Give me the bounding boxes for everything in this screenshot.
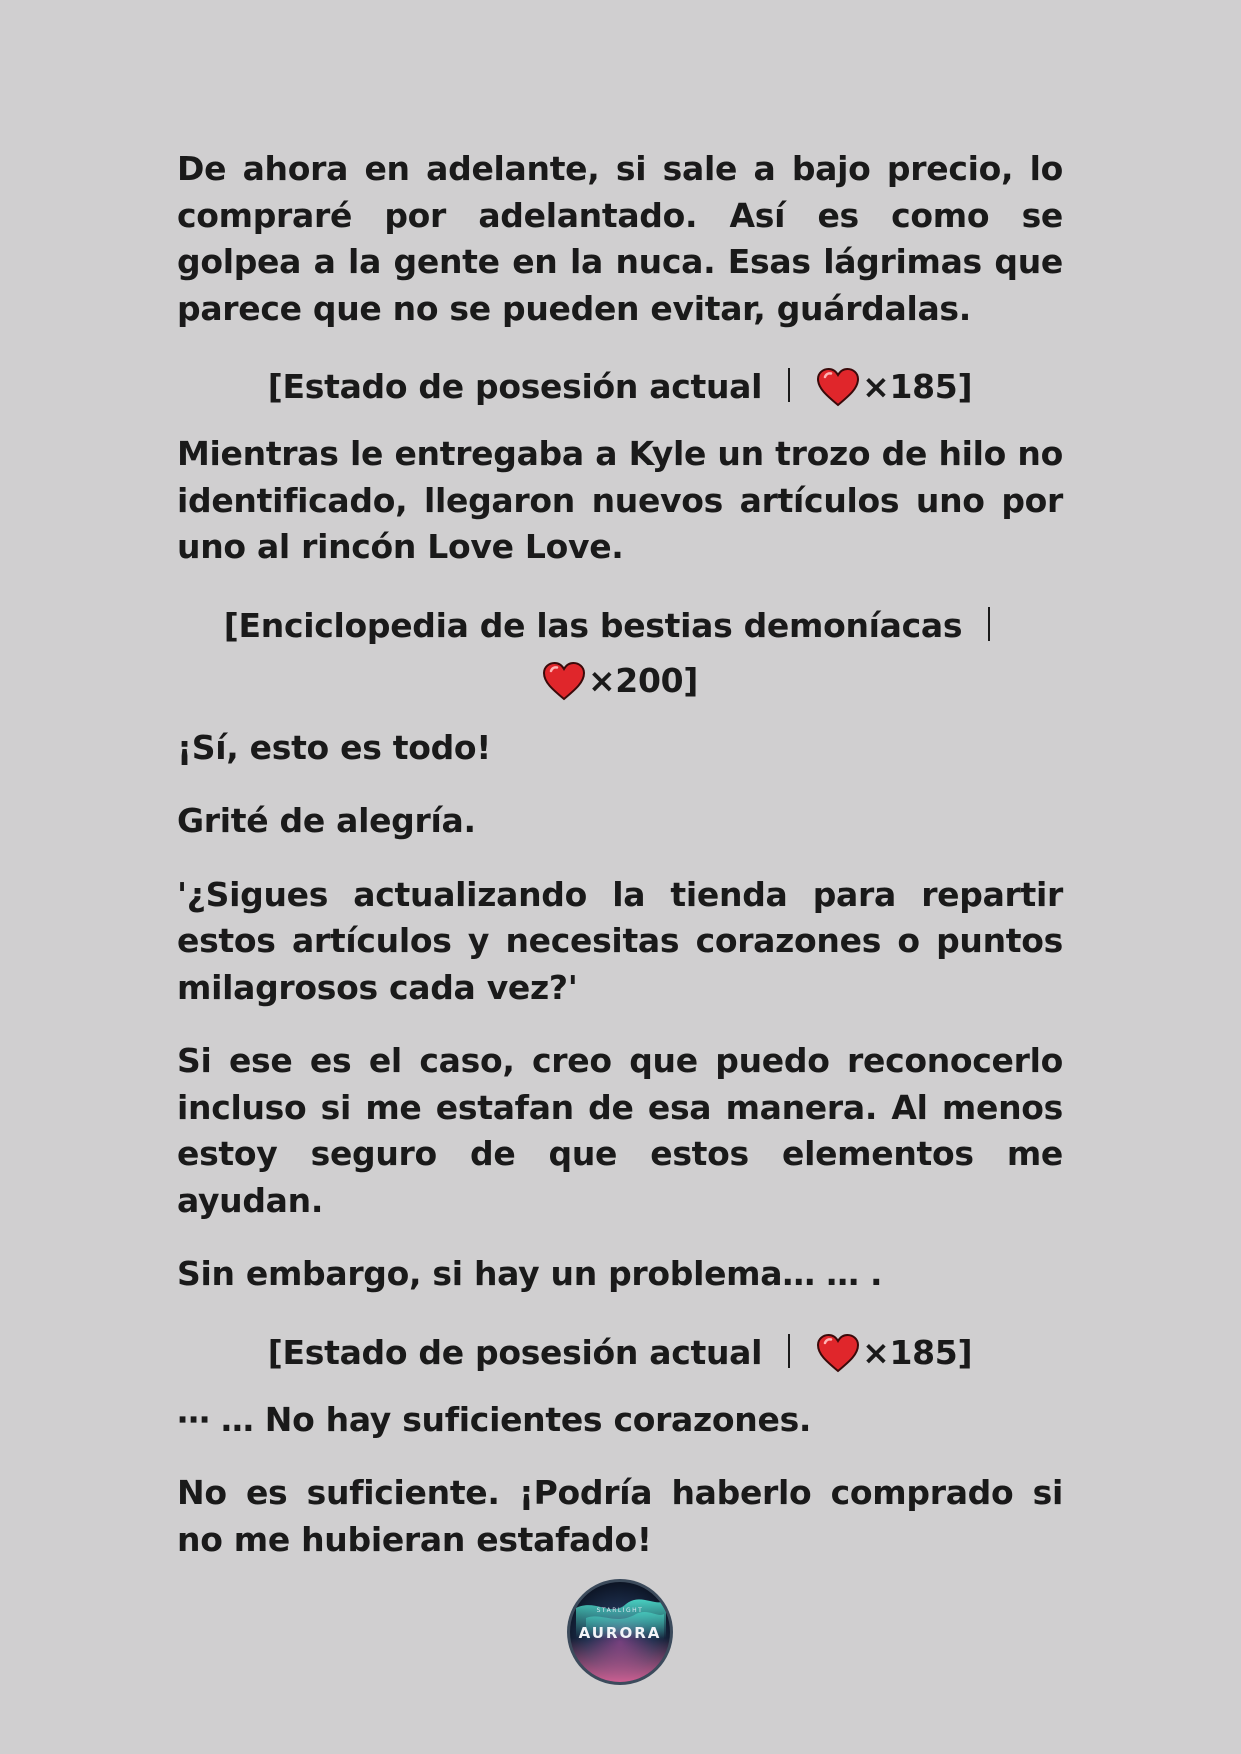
- separator: [788, 368, 790, 402]
- status-value: ×185]: [862, 1332, 973, 1372]
- status-label: [Estado de posesión actual: [267, 1332, 763, 1372]
- heart-icon: [816, 1333, 860, 1373]
- paragraph-2: Mientras le entregaba a Kyle un trozo de hilo no identificado, llegaron nuevos artículos uno por uno al rincón Love Love.: [177, 434, 1063, 566]
- status-label: [Estado de posesión actual: [267, 367, 763, 406]
- paragraph-8: ⋯ … No hay suficientes corazones.: [177, 1399, 812, 1439]
- heart-icon: [816, 367, 860, 407]
- heart-icon: [542, 661, 586, 701]
- paragraph-6: Si ese es el caso, creo que puedo reconocerlo incluso si me estafan de esa manera. Al menos estoy seguro de que estos elementos me ayudan.: [177, 1041, 1063, 1220]
- encyclopedia-value: ×200]: [587, 660, 699, 700]
- encyclopedia-label: [Enciclopedia de las bestias demoníacas: [223, 605, 963, 645]
- paragraph-1: De ahora en adelante, si sale a bajo precio, lo compraré por adelantado. Así es como se golpea a la gente en la nuca. Esas lágrimas que parece que no se pueden evitar, guárdalas.: [177, 149, 1063, 328]
- status-line-1: [177, 359, 1063, 414]
- paragraph-4: Grité de alegría.: [177, 801, 476, 840]
- status-value: ×185]: [862, 367, 973, 406]
- status-line-2: [177, 1325, 1063, 1380]
- document-page: [177, 146, 1063, 1590]
- separator: [988, 607, 990, 641]
- logo-main-text: AURORA: [578, 1624, 662, 1642]
- paragraph-3: ¡Sí, esto es todo!: [177, 727, 492, 767]
- aurora-logo: [566, 1578, 674, 1686]
- paragraph-7: Sin embargo, si hay un problema… … .: [177, 1254, 883, 1293]
- logo-top-text: STARLIGHT: [596, 1607, 644, 1614]
- encyclopedia-line: [177, 598, 1063, 708]
- separator: [788, 1334, 790, 1368]
- paragraph-5: '¿Sigues actualizando la tienda para repartir estos artículos y necesitas corazones o puntos milagrosos cada vez?': [177, 874, 1063, 1007]
- paragraph-9: No es suficiente. ¡Podría haberlo comprado si no me hubieran estafado!: [177, 1473, 1063, 1559]
